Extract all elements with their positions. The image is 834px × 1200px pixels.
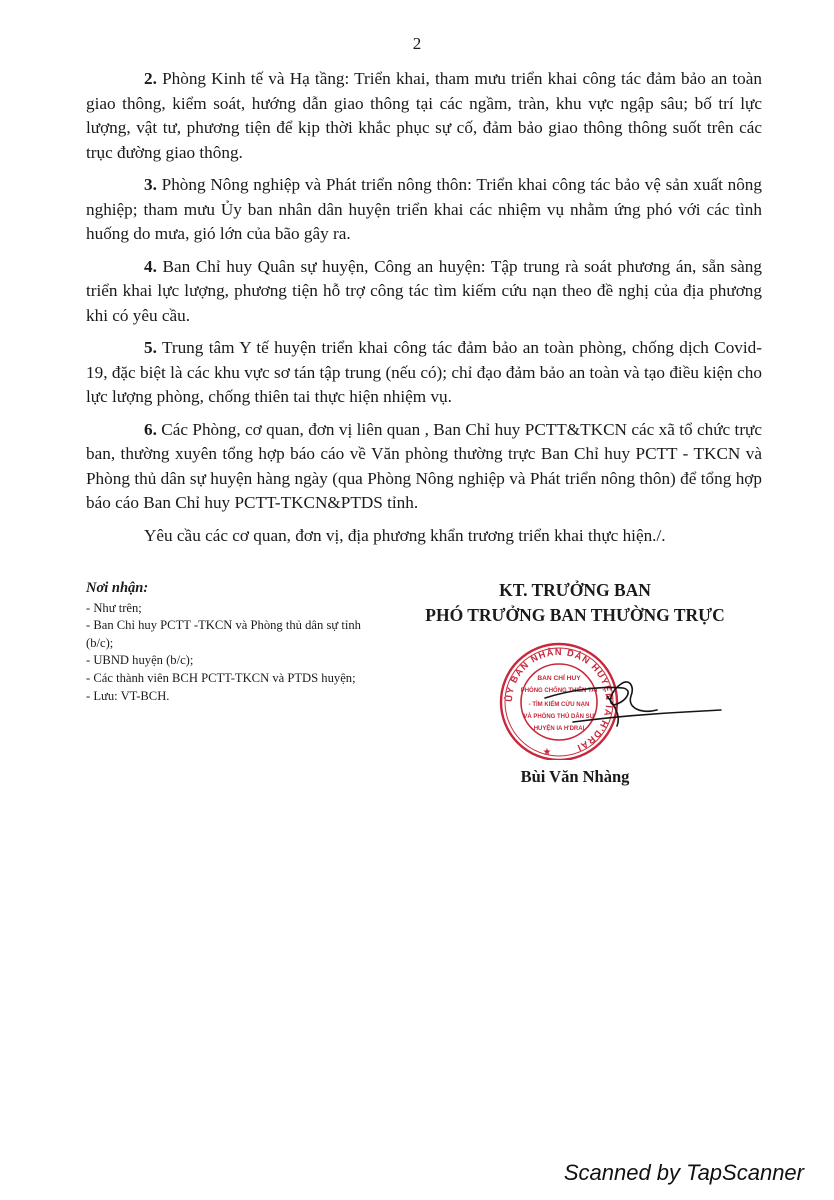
recipient-item: - Như trên;	[86, 600, 142, 615]
recipient-item: - UBND huyện (b/c);	[86, 653, 194, 668]
paragraph-text: Các Phòng, cơ quan, đơn vị liên quan , Ban Chỉ huy PCTT&TKCN các xã tổ chức trực ban, thường xuyên tổng hợp báo cáo về Văn phòng thường trực Ban Chỉ huy PCTT - TKCN và Phòng thủ dân sự huyện hàng ngày (qua Phòng Nông nghiệp và Phát triển nông thôn) để tổng hợp báo cáo Ban Chỉ huy PCTT-TKCN&PTDS tỉnh.	[86, 419, 762, 512]
recipients-block	[86, 580, 376, 705]
paragraph-text: Phòng Nông nghiệp và Phát triển nông thôn: Triển khai công tác bảo vệ sản xuất nông nghiệp; tham mưu Ủy ban nhân dân huyện triển khai các nhiệm vụ nhằm ứng phó với các tình huống do mưa, gió lớn của bão gây ra.	[86, 175, 762, 243]
official-seal-icon	[395, 630, 755, 760]
signature-title-line2: PHÓ TRƯỞNG BAN THƯỜNG TRỰC	[425, 605, 725, 625]
signature-block	[395, 578, 755, 788]
recipient-item: - Ban Chỉ huy PCTT -TKCN và Phòng thủ dân sự tỉnh (b/c);	[86, 618, 361, 650]
scanner-watermark: Scanned by TapScanner	[563, 1160, 804, 1185]
paragraph-number: 3.	[144, 175, 157, 194]
stamp-ring-text: ỦY BAN NHÂN DÂN HUYỆN IA H'DRAI	[503, 646, 615, 754]
document-body	[86, 67, 762, 556]
page-number: 2	[412, 34, 422, 53]
paragraph-item-5	[86, 336, 762, 410]
paragraph-number: 5.	[144, 338, 157, 357]
recipient-item: - Lưu: VT-BCH.	[86, 688, 170, 703]
paragraph-text: Ban Chỉ huy Quân sự huyện, Công an huyện: Tập trung rà soát phương án, sẵn sàng triển khai lực lượng, phương tiện hỗ trợ công tác tìm kiếm cứu nạn theo đề nghị của địa phương khi có yêu cầu.	[86, 256, 762, 325]
paragraph-text: Yêu cầu các cơ quan, đơn vị, địa phương khẩn trương triển khai thực hiện./.	[144, 525, 666, 545]
stamp-inner-line: VÀ PHÒNG THỦ DÂN SỰ	[523, 714, 595, 720]
stamp-and-signature	[395, 630, 755, 760]
paragraph-item-3	[86, 173, 762, 247]
svg-text:★: ★	[542, 747, 552, 758]
paragraph-text: Trung tâm Y tế huyện triển khai công tác đảm bảo an toàn phòng, chống dịch Covid-19, đặc biệt là các khu vực sơ tán tập trung (nếu có); chỉ đạo đảm bảo an toàn và tạo điều kiện cho lực lượng phòng, chống thiên tai thực hiện nhiệm vụ.	[86, 338, 762, 406]
paragraph-number: 4.	[144, 256, 157, 276]
signer-name: Bùi Văn Nhàng	[520, 767, 630, 786]
stamp-inner-line: - TÌM KIẾM CỨU NẠN	[528, 702, 590, 708]
recipients-heading: Nơi nhận:	[86, 580, 149, 596]
paragraph-item-6	[86, 418, 762, 516]
stamp-inner-line: PHÒNG CHỐNG THIÊN TAI	[520, 688, 598, 694]
paragraph-item-2	[86, 67, 762, 165]
paragraph-number: 6.	[144, 419, 157, 439]
paragraph-item-4	[86, 255, 762, 329]
recipient-item: - Các thành viên BCH PCTT-TKCN và PTDS huyện;	[86, 670, 356, 685]
stamp-inner-line: HUYỆN IA H'DRAI	[533, 726, 585, 732]
signature-title-line1: KT. TRƯỞNG BAN	[499, 580, 651, 600]
paragraph-number: 2.	[144, 69, 157, 88]
stamp-inner-line: BAN CHỈ HUY	[537, 675, 581, 682]
closing-request	[86, 524, 762, 549]
paragraph-text: Phòng Kinh tế và Hạ tầng: Triển khai, tham mưu triển khai công tác đảm bảo an toàn giao thông, kiểm soát, hướng dẫn giao thông tại các ngầm, tràn, khu vực ngập sâu; bố trí lực lượng, vật tư, phương tiện để kịp thời khắc phục sự cố, đảm bảo giao thông thông suốt trên các trục đường giao thông.	[86, 69, 762, 162]
